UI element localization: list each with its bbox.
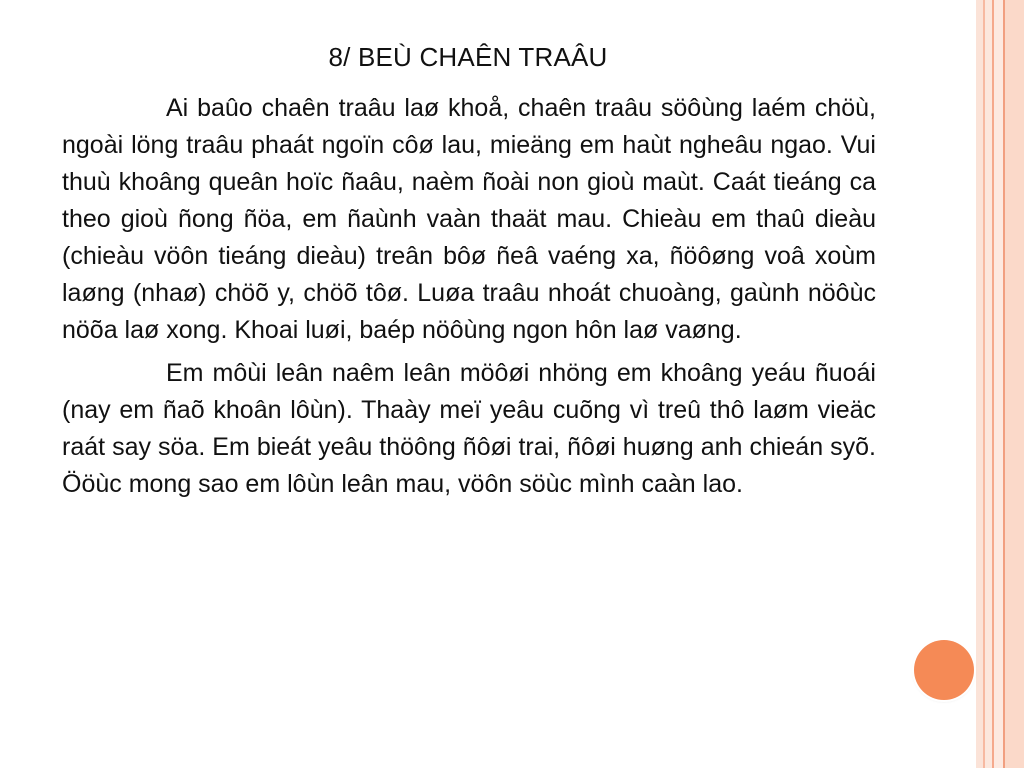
stripe xyxy=(1005,0,1024,768)
stripe xyxy=(976,0,983,768)
paragraph-2: Em môùi leân naêm leân möôøi nhöng em khoâng yeáu ñuoái (nay em ñaõ khoân lôùn). Thaày meï yeâu cuõng vì treû thô laøm vieäc raát say söa. Em bieát yeâu thöông ñôøi trai, ñôøi huøng anh chieán syõ. Ööùc mong sao em lôùn leân mau, vöôn söùc mình caàn lao. xyxy=(62,359,876,498)
slide-body xyxy=(62,90,876,509)
decorative-circle xyxy=(914,640,974,700)
stripe xyxy=(994,0,1003,768)
slide-title: 8/ BEÙ CHAÊN TRAÂU xyxy=(328,42,608,72)
stripe xyxy=(985,0,992,768)
paragraph-1: Ai baûo chaên traâu laø khoå, chaên traâu söôùng laém chöù, ngoài löng traâu phaát ngoïn côø lau, mieäng em haùt ngheâu ngao. Vui thuù khoâng queân hoïc ñaâu, naèm ñoài non gioù maùt. Caát tieáng ca theo gioù ñong ñöa, em ñaùnh vaàn thaät mau. Chieàu em thaû dieàu (chieàu vöôn tieáng dieàu) treân bôø ñeâ vaéng xa, ñöôøng voâ xoùm laøng (nhaø) chöõ y, chöõ tôø. Luøa traâu nhoát chuoàng, gaùnh nöôùc nöõa laø xong. Khoai luøi, baép nöôùng ngon hôn laø vaøng. xyxy=(62,94,876,344)
decorative-stripes xyxy=(976,0,1024,768)
